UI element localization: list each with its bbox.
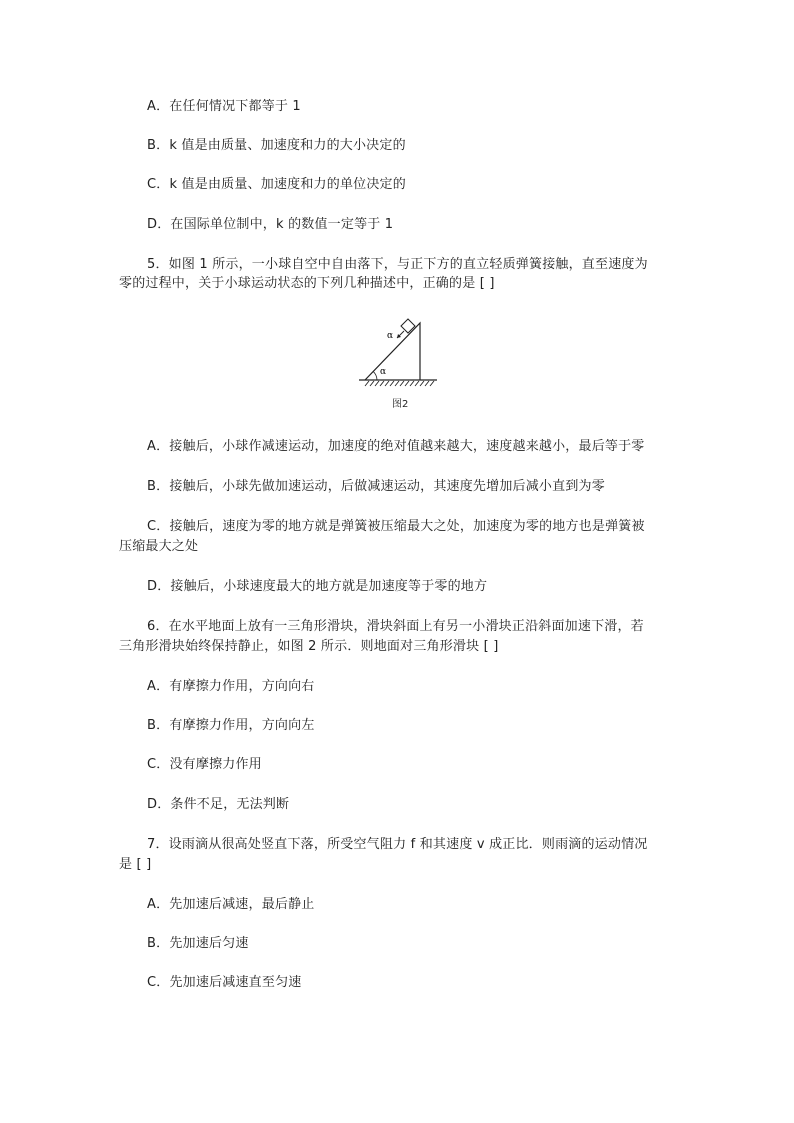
q6-option-c: C．没有摩擦力作用 [147,757,262,772]
q5-option-c-line-1: C．接触后，速度为零的地方就是弹簧被压缩最大之处，加速度为零的地方也是弹簧被 [147,519,645,534]
q7-stem-line-1: 7．设雨滴从很高处竖直下落，所受空气阻力 f 和其速度 v 成正比．则雨滴的运动情况 [147,837,648,852]
angle-arc [373,372,377,380]
q6-option-b: B．有摩擦力作用，方向向左 [147,718,315,733]
q6-stem-line-1: 6．在水平地面上放有一三角形滑块，滑块斜面上有另一小滑块正沿斜面加速下滑，若 [147,619,644,634]
q7-option-a: A．先加速后减速，最后静止 [147,897,315,912]
alpha-label-top: α [387,331,394,341]
q4-option-c: C．k 值是由质量、加速度和力的单位决定的 [147,177,406,192]
q4-option-b: B．k 值是由质量、加速度和力的大小决定的 [147,138,406,153]
q5-option-c-line-2: 压缩最大之处 [119,539,199,554]
q5-option-a: A．接触后，小球作减速运动，加速度的绝对值越来越大，速度越来越小，最后等于零 [147,439,645,454]
q7-option-c: C．先加速后减速直至匀速 [147,975,302,990]
figure-caption: 图2 [392,399,409,410]
q6-stem-line-2: 三角形滑块始终保持静止，如图 2 所示．则地面对三角形滑块 [ ] [119,639,499,654]
q4-option-a: A．在任何情况下都等于 1 [147,99,301,114]
q5-stem-line-2: 零的过程中，关于小球运动状态的下列几种描述中，正确的是 [ ] [119,276,495,291]
q7-option-b: B．先加速后匀速 [147,936,249,951]
q5-option-b: B．接触后，小球先做加速运动，后做减速运动，其速度先增加后减小直到为零 [147,479,605,494]
alpha-label-bottom: α [380,367,387,377]
q7-stem-line-2: 是 [ ] [119,857,152,872]
q4-option-d: D．在国际单位制中，k 的数值一定等于 1 [147,217,394,232]
q6-option-d: D．条件不足，无法判断 [147,797,290,812]
q6-option-a: A．有摩擦力作用，方向向右 [147,679,315,694]
q5-option-d: D．接触后，小球速度最大的地方就是加速度等于零的地方 [147,579,488,594]
ground-hatching [365,381,434,386]
q5-stem-line-1: 5．如图 1 所示，一小球自空中自由落下，与正下方的直立轻质弹簧接触，直至速度为 [147,257,648,272]
